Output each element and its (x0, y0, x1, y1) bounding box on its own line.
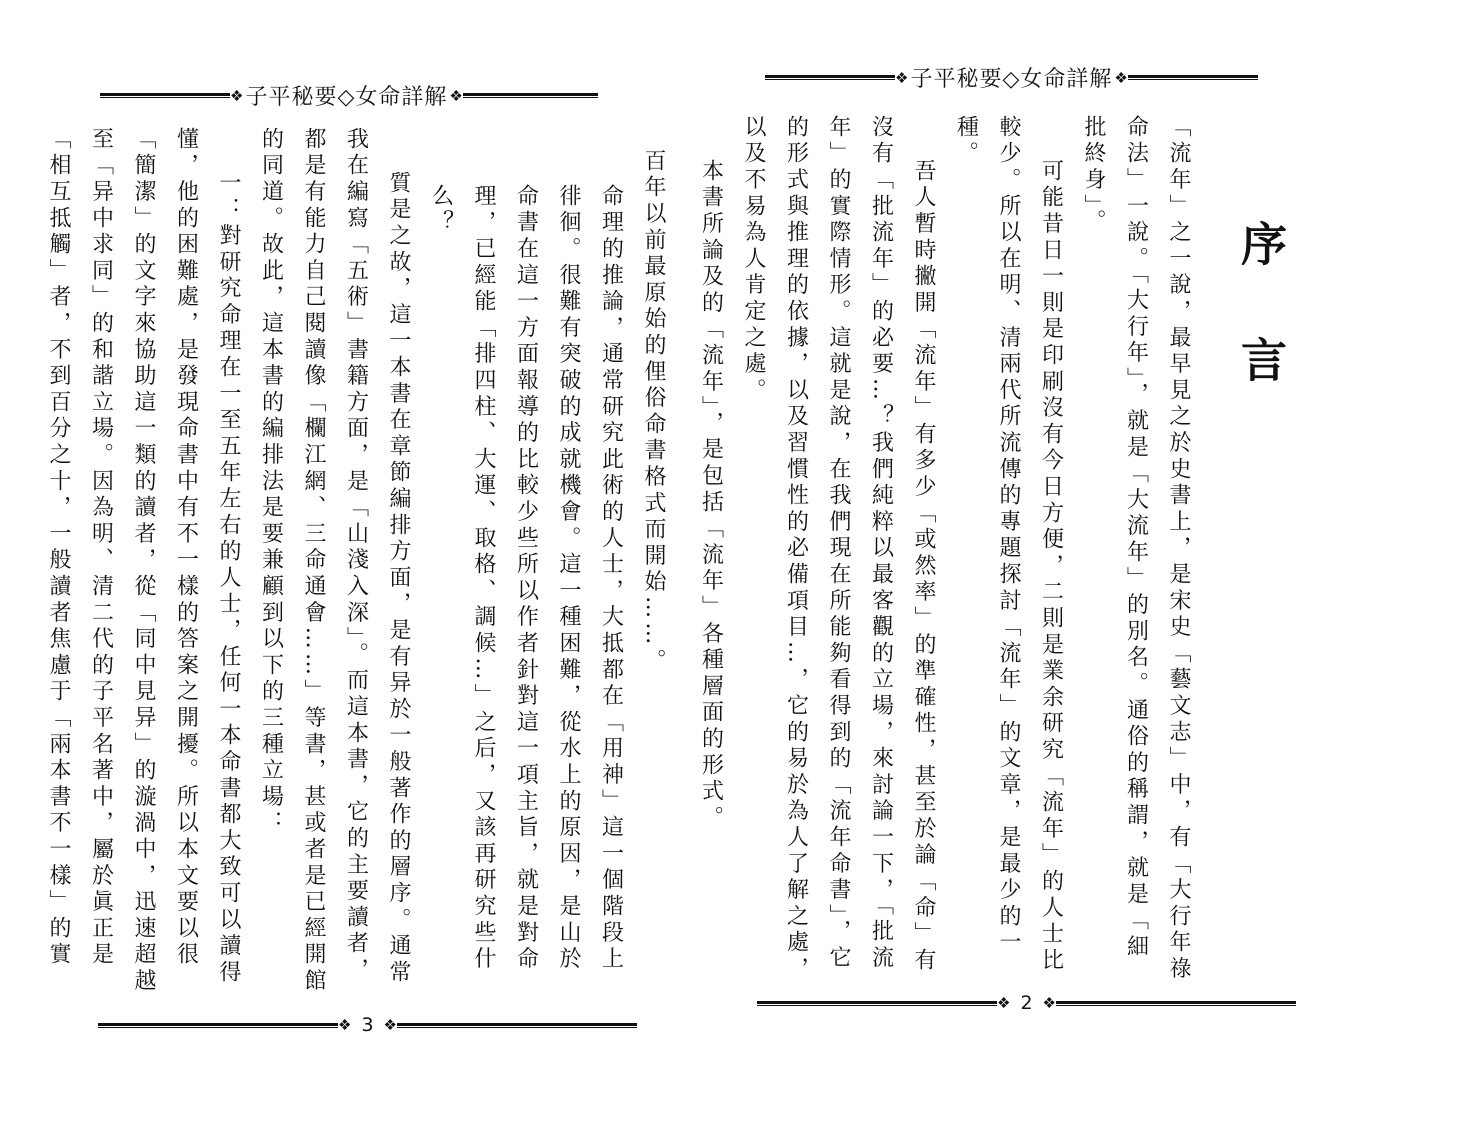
paragraph: 「流年」之一說，最早見之於史書上，是宋史「藝文志」中，有「大行年祿命法」一說。「大行年」，就是「大流年」的別名。通俗的稱謂，就是「細批終身」。 (1081, 115, 1191, 983)
left-page (0, 0, 730, 1122)
ornament-icon: ❖ (449, 86, 463, 105)
ornament-icon: ❖ (383, 1016, 397, 1034)
book-title: 子平秘要◇女命詳解 (245, 85, 448, 110)
preface-heading: 序言 (1234, 220, 1288, 452)
page-number: 2 (1020, 992, 1033, 1014)
footer-rule-right (397, 1023, 637, 1028)
right-page (698, 0, 1469, 1122)
ornament-icon: ❖ (895, 68, 909, 87)
paragraph: 百年以前最原始的俚俗命書格式而開始……。 (641, 149, 666, 675)
right-body-text (698, 115, 1199, 985)
footer-rule-left (757, 1001, 997, 1006)
ornament-icon: ❖ (1114, 68, 1128, 87)
ornament-icon: ❖ (230, 86, 244, 105)
footer-rule-right (1056, 1001, 1296, 1006)
ornament-icon: ❖ (1042, 994, 1056, 1012)
header-rule-right (1128, 75, 1258, 80)
paragraph: 可能昔日一則是印刷沒有今日方便，二則是業余研究「流年」的人士比較少。所以在明、清兩代所流傳的專題探討「流年」的文章，是最少的一種。 (953, 115, 1064, 975)
right-footer (757, 992, 1296, 1014)
left-running-header (100, 80, 665, 111)
header-rule-left (100, 93, 230, 98)
paragraph: 本書所論及的「流年」，是包括「流年」各種層面的形式。 (698, 159, 724, 832)
header-rule-left (765, 75, 895, 80)
left-body-text (46, 127, 674, 997)
header-rule-right (463, 93, 598, 98)
paragraph: 吾人暫時撇開「流年」有多少「或然率」的準確性，甚至於論「命」有沒有「批流年」的必要…？我們純粹以最客觀的立場，來討論一下，「批流年」的實際情形。這就是說，在我們現在所能夠看得到的「流年命書」，它的形式與推理的依據，以及習慣性的必備項目…，它的易於為人了解之處，以及不易為人肯定之處。 (741, 115, 936, 983)
ornament-icon: ❖ (338, 1016, 352, 1034)
left-footer (98, 1014, 637, 1036)
page-number: 3 (361, 1014, 374, 1036)
footer-rule-left (98, 1023, 338, 1028)
paragraph: 命理的推論，通常研究此術的人士，大抵都在「用神」這一個階段上徘徊。很難有突破的成就機會。這一種困難，從水上的原因，是山於命書在這一方面報導的比較少些所以作者針對這一項主旨，就是對命理，已經能「排四柱、大運、取格、調候…」之后，又該再研究些什么？ (428, 184, 624, 974)
paragraph: 質是之故，這一本書在章節編排方面，是有异於一般著作的層序。通常我在編寫「五術」書籍方面，是「山淺入深」。而這本書，它的主要讀者，都是有能力自己閱讀像「欄江網、三命通會……」等書，甚或者是已經開館的同道。故此，這本書的編排法是要兼顧到以下的三種立場： (258, 127, 411, 995)
right-running-header (765, 62, 1330, 93)
book-title: 子平秘要◇女命詳解 (910, 67, 1113, 92)
ornament-icon: ❖ (997, 994, 1011, 1012)
paragraph: 一：對研究命理在一至五年左右的人士，任何一本命書都大致可以讀得懂，他的困難處，是發現命書中有不一樣的答案之開擾。所以本文要以很「簡潔」的文字來協助這一類的讀者，從「同中見异」的漩渦中，迅速超越至「异中求同」的和諧立場。因為明、清二代的子平名著中，屬於眞正是「相互抵觸」者，不到百分之十，一般讀者焦慮于「兩本書不一樣」的實 (46, 127, 241, 995)
